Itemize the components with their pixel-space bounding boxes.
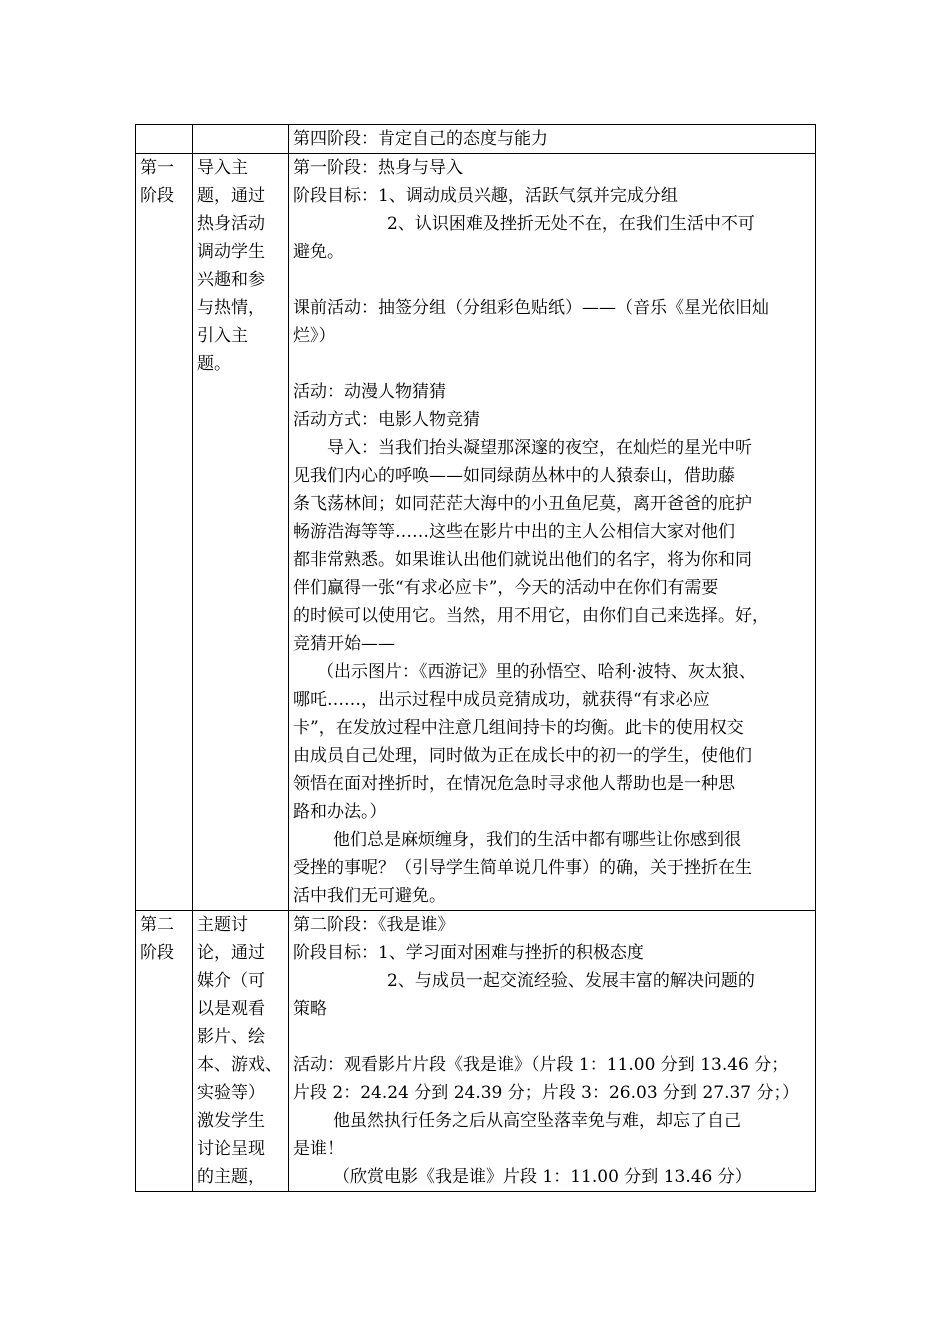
closing-paragraph: 他们总是麻烦缠身，我们的生活中都有哪些让你感到很	[333, 830, 741, 850]
show-pictures-paragraph: （出示图片：《西游记》里的孙悟空、哈利·波特、灰太狼、	[317, 662, 756, 682]
text-line: 避免。	[293, 242, 344, 262]
stage2-goal-1: 阶段目标：1、学习面对困难与挫折的积极态度	[293, 943, 644, 963]
text-line: 哪吒……，出示过程中成员竞猜成功，就获得“有求必应	[293, 690, 710, 710]
stage2-goal-2: 2、与成员一起交流经验、发展丰富的解决问题的	[387, 971, 755, 991]
stage2-label: 第二 阶段	[140, 915, 174, 963]
text-line: 伴们赢得一张“有求必应卡”，今天的活动中在你们有需要	[293, 578, 719, 598]
text-line: 是谁！	[293, 1139, 344, 1159]
table-row-stage4-header	[136, 125, 816, 154]
stage-cell	[136, 125, 193, 154]
text-line: 烂》）	[293, 326, 336, 346]
purpose-cell	[193, 911, 289, 1192]
stage1-goal-2: 2、认识困难及挫折无处不在，在我们生活中不可	[387, 214, 755, 234]
activity-name: 活动：动漫人物猜猜	[293, 382, 446, 402]
blank-line	[293, 350, 811, 378]
stage2-purpose: 主题讨 论，通过 媒介（可 以是观看 影片、绘 本、游戏、 实验等） 激发学生 讨论呈现 的主题，	[197, 915, 282, 1187]
content-cell	[289, 154, 816, 911]
stage1-label: 第一 阶段	[140, 158, 174, 206]
text-line: 见我们内心的呼唤——如同绿荫丛林中的人猿泰山，借助藤	[293, 466, 735, 486]
table-row-stage1	[136, 154, 816, 911]
lesson-plan-table	[135, 124, 816, 1192]
text-line: 领悟在面对挫折时，在情况危急时寻求他人帮助也是一种思	[293, 774, 735, 794]
activity-watch-film: 活动：观看影片片段《我是谁》（片段 1：11.00 分到 13.46 分；	[293, 1055, 789, 1075]
text-line: 卡”，在发放过程中注意几组间持卡的均衡。此卡的使用权交	[293, 718, 744, 738]
pre-activity: 课前活动：抽签分组（分组彩色贴纸）——（音乐《星光依旧灿	[293, 298, 769, 318]
intro-paragraph: 导入：当我们抬头凝望那深邃的夜空，在灿烂的星光中听	[327, 438, 752, 458]
stage1-goal-1: 阶段目标：1、调动成员兴趣，活跃气氛并完成分组	[293, 186, 678, 206]
stage2-title: 第二阶段：《我是谁》	[293, 915, 455, 935]
text-line: 活中我们无可避免。	[293, 886, 446, 906]
purpose-cell	[193, 154, 289, 911]
stage1-purpose: 导入主 题，通过 热身活动 调动学生 兴趣和参 与热情， 引入主 题。	[197, 158, 265, 374]
purpose-cell	[193, 125, 289, 154]
content-cell	[289, 125, 816, 154]
film-description: 他虽然执行任务之后从高空坠落幸免与难，却忘了自己	[333, 1111, 741, 1131]
stage-cell	[136, 911, 193, 1192]
film-clip-note: （欣赏电影《我是谁》片段 1：11.00 分到 13.46 分）	[333, 1167, 752, 1187]
text-line: 畅游浩海等等……这些在影片中出的主人公相信大家对他们	[293, 522, 735, 542]
blank-line	[293, 266, 811, 294]
text-line: 片段 2：24.24 分到 24.39 分；片段 3：26.03 分到 27.37 分；）	[293, 1083, 800, 1103]
stage-cell	[136, 154, 193, 911]
stage1-title: 第一阶段：热身与导入	[293, 158, 463, 178]
blank-line	[293, 1023, 811, 1051]
text-line: 的时候可以使用它。当然，用不用它，由你们自己来选择。好，	[293, 606, 769, 626]
text-line: 竞猜开始——	[293, 634, 395, 654]
table-row-stage2	[136, 911, 816, 1192]
text-line: 路和办法。）	[293, 802, 387, 822]
stage4-title: 第四阶段：肯定自己的态度与能力	[293, 129, 548, 149]
text-line: 由成员自己处理，同时做为正在成长中的初一的学生，使他们	[293, 746, 752, 766]
activity-method: 活动方式：电影人物竞猜	[293, 410, 480, 430]
text-line: 策略	[293, 999, 327, 1019]
content-cell	[289, 911, 816, 1192]
text-line: 条飞荡林间；如同茫茫大海中的小丑鱼尼莫，离开爸爸的庇护	[293, 494, 752, 514]
text-line: 都非常熟悉。如果谁认出他们就说出他们的名字，将为你和同	[293, 550, 752, 570]
text-line: 受挫的事呢？（引导学生简单说几件事）的确，关于挫折在生	[293, 858, 752, 878]
